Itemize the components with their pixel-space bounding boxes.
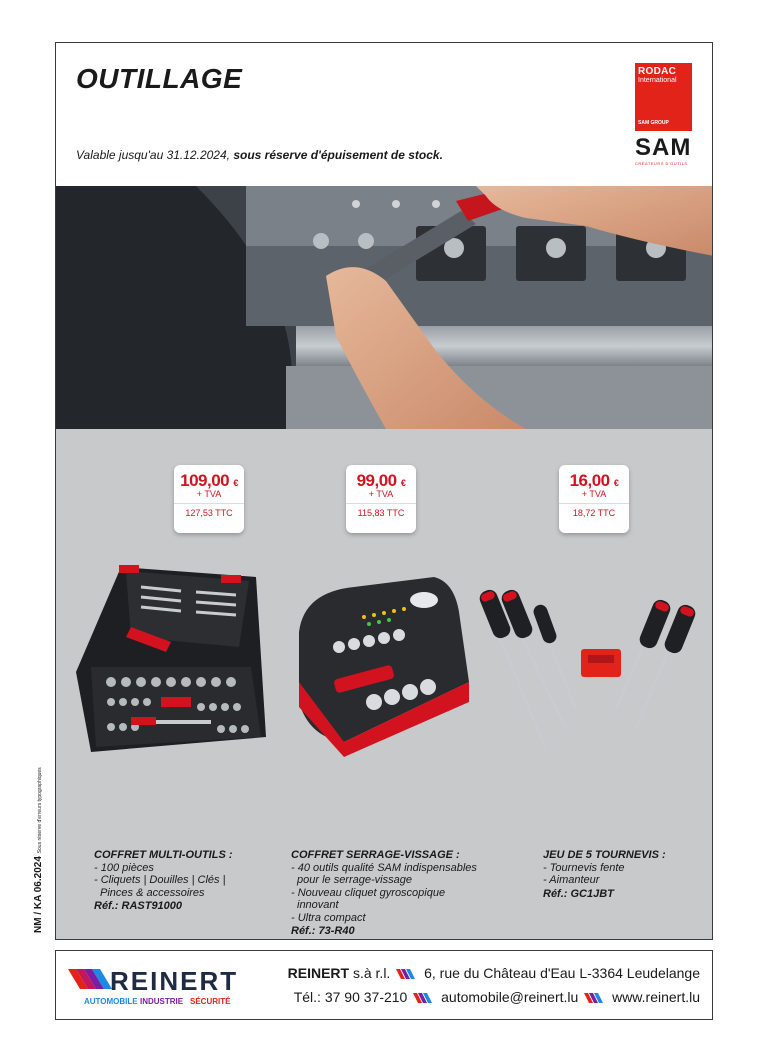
reinert-tag-industrie: INDUSTRIE — [140, 997, 184, 1006]
product-line-1-3: Pinces & accessoires — [100, 886, 205, 899]
side-note — [33, 767, 44, 933]
footer-company-form: s.à r.l. — [349, 965, 391, 981]
price-currency-2: € — [400, 478, 406, 488]
price-value-1: 109,00 — [180, 471, 230, 490]
product-line-2-5: - Ultra compact — [291, 911, 366, 924]
validity-stock-note: sous réserve d'épuisement de stock. — [233, 148, 443, 162]
flyer-frame — [55, 42, 713, 940]
sam-logo — [635, 135, 695, 166]
price-ttc-2: 115,83 TTC — [346, 503, 416, 518]
price-tva-3: + TVA — [581, 489, 607, 499]
stripes-icon — [413, 993, 435, 1003]
footer-contact-line — [294, 989, 700, 1005]
product-image-toolbox — [71, 557, 271, 762]
rodac-name: RODAC — [638, 66, 677, 77]
product-line-3-1: - Tournevis fente — [543, 861, 625, 874]
price-value-2: 99,00 — [356, 471, 397, 490]
price-ttc-1: 127,53 TTC — [174, 503, 244, 518]
product-title-2: COFFRET SERRAGE-VISSAGE : — [291, 849, 460, 861]
reinert-tag-automobile: AUTOMOBILE — [84, 997, 138, 1006]
validity-date: Valable jusqu'au 31.12.2024, — [76, 148, 234, 162]
footer-website[interactable]: www.reinert.lu — [612, 989, 700, 1005]
side-note-disclaimer: Sous réserve d'erreurs typographiques — [37, 767, 43, 854]
product-line-3-2: - Aimanteur — [543, 874, 600, 886]
sam-name: SAM — [635, 134, 692, 161]
product-image-ratchet-case — [284, 572, 484, 757]
sam-tagline: CRÉATEURS D'OUTILS — [635, 161, 688, 166]
footer — [55, 950, 713, 1020]
product-line-2-1: - 40 outils qualité SAM indispensables — [291, 861, 477, 874]
hero-illustration — [56, 186, 713, 429]
product-title-3: JEU DE 5 TOURNEVIS : — [543, 849, 666, 861]
price-currency-1: € — [233, 478, 238, 488]
stripes-icon — [396, 969, 418, 979]
price-tva-2: + TVA — [368, 489, 394, 499]
price-tag-2 — [346, 465, 416, 533]
product-line-2-3: - Nouveau cliquet gyroscopique — [291, 886, 446, 899]
price-value-3: 16,00 — [569, 471, 610, 490]
reinert-logo — [68, 963, 248, 1009]
stripes-icon — [584, 993, 606, 1003]
price-tva-1: + TVA — [196, 489, 222, 499]
price-currency-3: € — [613, 478, 619, 488]
price-ttc-3: 18,72 TTC — [559, 503, 629, 518]
product-line-2-4: innovant — [297, 899, 339, 911]
reinert-logo-text: REINERT — [110, 966, 239, 996]
page-title: OUTILLAGE — [76, 63, 243, 94]
product-description-2 — [291, 849, 477, 938]
price-tag-1 — [174, 465, 244, 533]
products-panel — [56, 429, 713, 940]
rodac-logo — [635, 63, 692, 131]
product-line-1-1: - 100 pièces — [94, 861, 154, 874]
product-description-1 — [94, 849, 233, 913]
footer-email[interactable]: automobile@reinert.lu — [441, 989, 579, 1005]
product-description-3 — [543, 849, 666, 900]
product-ref-3: Réf.: GC1JBT — [543, 887, 614, 900]
product-ref-1: Réf.: RAST91000 — [94, 900, 183, 912]
product-title-1: COFFRET MULTI-OUTILS : — [94, 849, 233, 861]
product-image-screwdrivers — [466, 589, 706, 759]
rodac-group: SAM GROUP — [638, 120, 669, 126]
price-tag-3 — [559, 465, 629, 533]
reinert-tag-securite: SÉCURITÉ — [190, 997, 231, 1006]
product-line-2-2: pour le serrage-vissage — [297, 874, 412, 886]
side-note-code: NM / KA 06.2024 — [33, 856, 44, 933]
product-ref-2: Réf.: 73-R40 — [291, 925, 355, 937]
footer-company: REINERT — [287, 965, 350, 981]
validity-note — [76, 148, 443, 162]
hero-photo — [56, 186, 713, 429]
footer-address: 6, rue du Château d'Eau L-3364 Leudelange — [424, 965, 700, 981]
footer-phone[interactable]: Tél.: 37 90 37-210 — [293, 989, 408, 1005]
product-line-1-2: - Cliquets | Douilles | Clés | — [94, 874, 226, 886]
footer-address-line — [288, 965, 700, 981]
rodac-sub: International — [638, 77, 677, 84]
